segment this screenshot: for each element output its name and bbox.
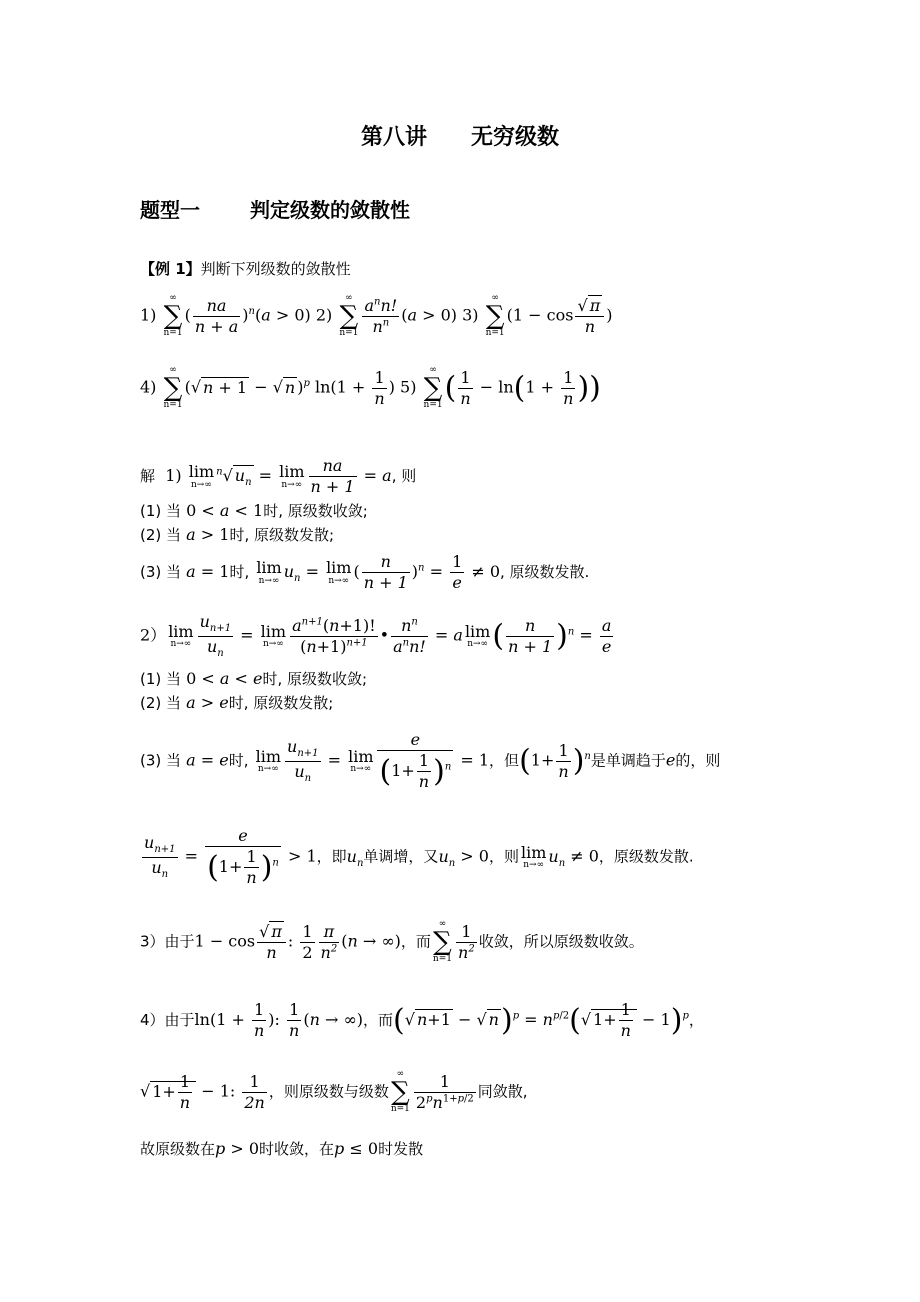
case-1-1: (1) 当 0 < a < 1时, 原级数收敛; (140, 501, 368, 520)
case-1-2: (2) 当 a > 1时, 原级数发散; (140, 525, 335, 544)
solution-1-line: 解 1) lim n→∞ $^n$√ $u_n$ = lim n→∞ $\frac{na}{n + 1}$ = a, 则 (140, 456, 417, 496)
solution-2-line: 2） lim n→∞ $\frac{u_{n+1}}{u_n}$ = lim n→∞ $\frac{a^{n+1}(n+1)!}{(n+1)^{n+1}}$ • $\frac{n^n}{a^nn!}$ = a lim n→∞ ( $\frac{n}{n + 1}$ )$^n$ = $\frac{a}{e}$ (140, 612, 612, 659)
item-5: 5) (400, 377, 417, 397)
problem-line-1: 1) ∞ ∑ n=1 ( $\frac{na}{n + a}$ )$^n$(a > 0) 2) ∞ ∑ n=1 $\frac{a^nn!}{n^n}$ (a > 0) 3) ∞ ∑ n=1 (1 − cos $\frac{√ \pi}{n}$ ) (140, 293, 613, 338)
case-2-3: (3) 当 a = e时, lim n→∞ $\frac{u_{n+1}}{u_n}$ = lim n→∞ e (1+ $\frac{1}{n}$ )$^n$ = 1，但(1+ $\frac{1}{n}$ )$^n$是单调趋于e的，则 (140, 730, 721, 791)
page-title (0, 120, 920, 151)
then-text: , 则 (391, 467, 417, 485)
case-2-4: $\frac{u_{n+1}}{u_n}$ = e (1+ $\frac{1}{n}$ )$^n$ > 1，即$u_n$单调增，又$u_n > 0$，则 lim n→∞ $u_n \ne 0$，原级数发散. (144, 826, 694, 887)
solution-4-line-1: 4）由于ln(1 + $\frac{1}{n}$ ): $\frac{1}{n}$ (n → ∞)，而(√ n+1 − √ $n)^p = n^{p/2}(√$ 1+ $\frac{1}{n}$ − 1)$^p$， (140, 1000, 704, 1040)
example-label: 【例 1】 (140, 260, 201, 278)
section-heading (140, 194, 410, 223)
example-text: 判断下列级数的敛散性 (200, 260, 351, 278)
item-1: 1) (140, 305, 157, 325)
section-label: 题型一 (140, 198, 200, 222)
solution-3-line: 3）由于1 − cos $\frac{√ \pi}{n}$ : $\frac{1}{2}$ $\frac{\pi}{n^2}$ (n → ∞)，而 ∞ ∑ n=1 $\frac{1}{n^2}$ 收敛，所以原级数收敛。 (140, 919, 644, 964)
title-part1: 第八讲 (360, 125, 427, 150)
item-3: 3) (462, 305, 479, 325)
title-part2: 无穷级数 (471, 125, 560, 150)
problem-line-2: 4) ∞ ∑ n=1 (√ n + 1 − √ n )$^p$ ln(1 + $\frac{1}{n}$ ) 5) ∞ ∑ n=1 ( $\frac{1}{n}$ − ln(1 + $\frac{1}{n}$ )) (140, 365, 601, 410)
case-1-3: (3) 当 a = 1时, lim n→∞ $u_n$ = lim n→∞ ( $\frac{n}{n + 1}$ )$^n$ = $\frac{1}{e}$ ≠ 0, 原级数发散. (140, 552, 590, 592)
solution-4-line-2: √ 1+ $\frac{1}{n}$ − 1: $\frac{1}{2n}$ ，则原级数与级数 ∞ ∑ n=1 $\frac{1}{2^pn^{1+p/2}}$ 同敛散, (140, 1069, 528, 1114)
item-4: 4) (140, 377, 157, 397)
item-2: 2) (315, 305, 333, 325)
case-2-1: (1) 当 0 < a < e时, 原级数收敛; (140, 669, 368, 688)
section-title: 判定级数的敛散性 (250, 198, 410, 222)
solution-4-conclusion: 故原级数在p > 0时收敛，在p ≤ 0时发散 (140, 1139, 424, 1158)
case-2-2: (2) 当 a > e时, 原级数发散; (140, 693, 334, 712)
example-header (140, 258, 351, 279)
solution-label: 解 (140, 467, 156, 485)
